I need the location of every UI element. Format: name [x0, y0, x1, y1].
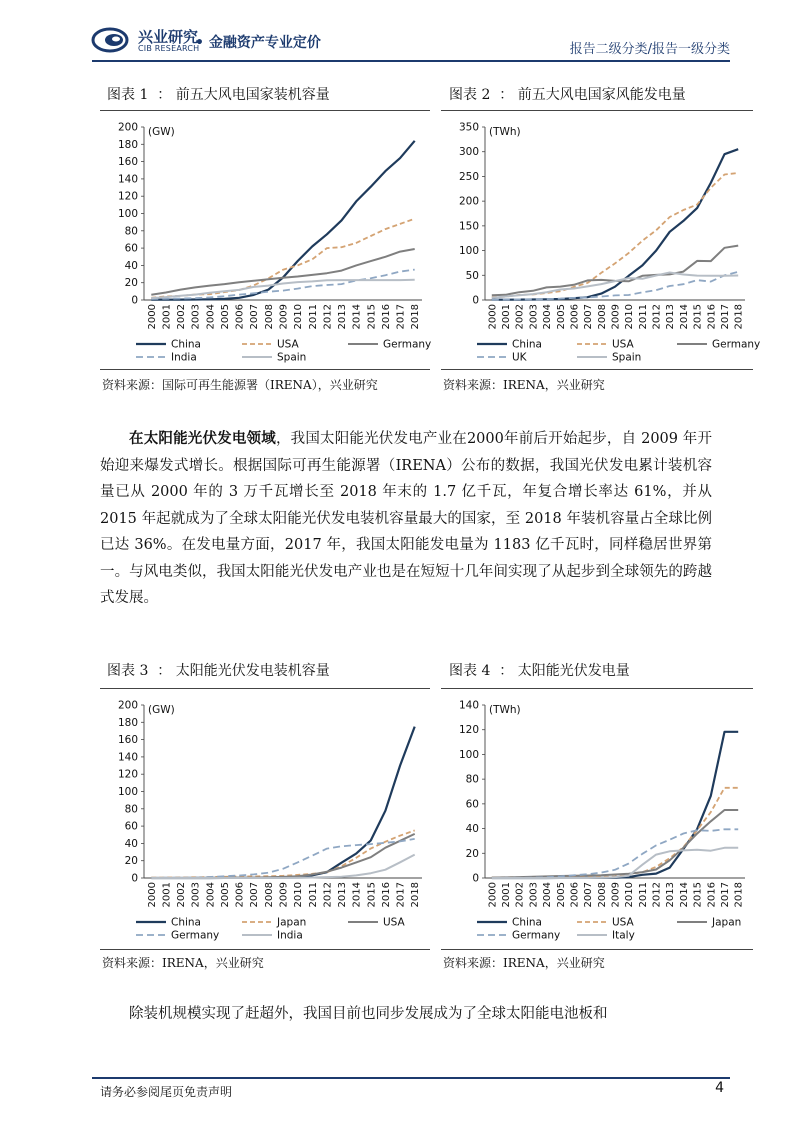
figure-label: 图表 4	[449, 663, 491, 679]
series-line-usa	[492, 173, 738, 297]
x-tick-label: 2016	[380, 304, 392, 330]
y-unit-label: (GW)	[148, 704, 175, 716]
x-tick-label: 2008	[263, 882, 275, 908]
x-tick-label: 2005	[555, 882, 567, 908]
x-tick-label: 2014	[351, 882, 363, 908]
figure-4-source: 资料来源：IRENA，兴业研究	[443, 956, 605, 970]
figure-caption: 前五大风电国家风能发电量	[517, 87, 686, 103]
x-tick-label: 2007	[583, 304, 595, 330]
x-tick-label: 2007	[249, 882, 261, 908]
x-tick-label: 2015	[692, 882, 704, 908]
x-tick-label: 2015	[366, 882, 378, 908]
figure-colon: ：	[499, 87, 514, 103]
y-tick-label: 250	[458, 170, 479, 183]
x-tick-label: 2009	[278, 882, 290, 908]
legend-label-japan: Japan	[712, 916, 742, 929]
legend-label-spain: Spain	[612, 351, 642, 364]
x-tick-label: 2002	[514, 882, 526, 908]
y-tick-label: 80	[124, 225, 138, 238]
y-unit-label: (TWh)	[489, 126, 521, 138]
legend-label-uk: UK	[512, 351, 527, 364]
figure-3-top-rule	[100, 688, 430, 689]
legend-label-spain: Spain	[277, 351, 307, 364]
figure-label: 图表 1	[107, 87, 149, 103]
y-tick-label: 60	[465, 798, 479, 811]
x-tick-label: 2016	[706, 304, 718, 330]
y-tick-label: 0	[472, 294, 479, 307]
figure-colon: ：	[499, 663, 514, 679]
figure-2-title	[449, 84, 686, 104]
y-unit-label: (GW)	[148, 126, 175, 138]
y-tick-label: 40	[124, 259, 138, 272]
x-tick-label: 2018	[410, 882, 422, 908]
y-tick-label: 300	[458, 146, 479, 159]
y-tick-label: 20	[465, 847, 479, 860]
figure-1-title	[107, 84, 330, 104]
y-tick-label: 60	[124, 242, 138, 255]
series-line-usa	[492, 788, 738, 878]
x-tick-label: 2005	[219, 304, 231, 330]
x-tick-label: 2009	[610, 882, 622, 908]
figure-1-chart	[100, 114, 430, 364]
x-tick-label: 2006	[569, 882, 581, 908]
x-tick-label: 2004	[205, 882, 217, 908]
y-tick-label: 120	[458, 724, 479, 737]
x-tick-label: 2013	[337, 882, 349, 908]
x-tick-label: 2017	[395, 882, 407, 908]
y-tick-label: 20	[124, 277, 138, 290]
legend-label-china: China	[171, 916, 201, 929]
x-tick-label: 2012	[651, 882, 663, 908]
x-tick-label: 2011	[637, 304, 649, 330]
y-tick-label: 200	[458, 195, 479, 208]
footer-rule	[92, 1077, 730, 1079]
x-tick-label: 2016	[706, 882, 718, 908]
figure-2-source: 资料来源：IRENA，兴业研究	[443, 378, 605, 392]
legend-label-usa: USA	[612, 338, 634, 351]
x-tick-label: 2017	[719, 882, 731, 908]
x-tick-label: 2009	[610, 304, 622, 330]
figure-caption: 前五大风电国家装机容量	[175, 87, 330, 103]
org-name-en: CIB RESEARCH	[138, 44, 200, 53]
y-tick-label: 140	[458, 699, 479, 712]
org-name-cn: 兴业研究	[138, 28, 199, 46]
y-tick-label: 160	[117, 156, 138, 169]
x-tick-label: 2004	[542, 304, 554, 330]
x-tick-label: 2018	[733, 304, 745, 330]
y-tick-label: 60	[124, 820, 138, 833]
legend-label-usa: USA	[612, 916, 634, 929]
series-line-germany	[151, 249, 414, 295]
cib-logo-icon	[92, 27, 132, 53]
series-line-italy	[492, 848, 738, 878]
figure-4-bottom-rule	[441, 949, 753, 950]
y-tick-label: 0	[131, 872, 138, 885]
y-tick-label: 100	[458, 748, 479, 761]
y-tick-label: 40	[124, 837, 138, 850]
legend-label-usa: USA	[277, 338, 299, 351]
paragraph-lead: 在太阳能光伏发电领域	[129, 430, 276, 447]
x-tick-label: 2008	[263, 304, 275, 330]
x-tick-label: 2010	[624, 304, 636, 330]
paragraph-text: ，我国太阳能光伏发电产业在2000年前后开始起步，自 2009 年开始迎来爆发式增长。根据国际可再生能源署（IRENA）公布的数据，我国光伏发电累计装机容量已从 2000 年的 3 万千瓦增长至 2018 年末的 1.7 亿千瓦，年复合增长率达 61%，并从 2015 年起就成为了全球太阳能光伏发电装机容量最大的国家，至 2018 年装机容量占全球比例已达 36%。在发电量方面，2017 年，我国太阳能发电量为 1183 亿千瓦时，同样稳居世界第一。与风电类似，我国太阳能光伏发电产业也是在短短十几年间实现了从起步到全球领先的跨越式发展。	[100, 431, 712, 606]
x-tick-label: 2013	[665, 882, 677, 908]
x-tick-label: 2001	[501, 304, 513, 330]
y-tick-label: 100	[458, 245, 479, 258]
legend-label-germany: Germany	[712, 338, 761, 351]
x-tick-label: 2009	[278, 304, 290, 330]
x-tick-label: 2016	[380, 882, 392, 908]
y-tick-label: 180	[117, 716, 138, 729]
x-tick-label: 2003	[528, 882, 540, 908]
x-tick-label: 2002	[176, 882, 188, 908]
x-tick-label: 2006	[234, 304, 246, 330]
figure-caption: 太阳能光伏发电装机容量	[175, 663, 330, 679]
series-line-india	[151, 855, 414, 878]
figure-3-chart	[100, 692, 430, 944]
legend-label-india: India	[171, 351, 197, 364]
y-tick-label: 100	[117, 786, 138, 798]
legend-label-china: China	[171, 338, 201, 351]
y-tick-label: 200	[117, 121, 138, 134]
legend-label-germany: Germany	[171, 929, 220, 942]
x-tick-label: 2010	[293, 882, 305, 908]
body-paragraph-2: 除装机规模实现了赶超外，我国目前也同步发展成为了全球太阳能电池板和	[129, 1006, 608, 1022]
figure-4-title	[449, 660, 630, 680]
figure-label: 图表 2	[449, 87, 491, 103]
x-tick-label: 2001	[161, 304, 173, 330]
x-tick-label: 2000	[487, 882, 499, 908]
y-tick-label: 100	[117, 208, 138, 220]
x-tick-label: 2000	[487, 304, 499, 330]
x-tick-label: 2012	[322, 882, 334, 908]
x-tick-label: 2017	[395, 304, 407, 330]
header-slogan: • 金融资产专业定价	[195, 35, 321, 51]
y-tick-label: 120	[117, 190, 138, 203]
figure-1-bottom-rule	[100, 369, 430, 370]
figure-2-top-rule	[441, 110, 753, 111]
y-tick-label: 20	[124, 855, 138, 868]
figure-3-bottom-rule	[100, 949, 430, 950]
x-tick-label: 2008	[596, 882, 608, 908]
figure-2-bottom-rule	[441, 369, 753, 370]
legend-label-japan: Japan	[277, 916, 307, 929]
x-tick-label: 2007	[249, 304, 261, 330]
figure-1-source: 资料来源：国际可再生能源署（IRENA），兴业研究	[102, 378, 378, 392]
x-tick-label: 2005	[219, 882, 231, 908]
x-tick-label: 2013	[665, 304, 677, 330]
figure-colon: ：	[157, 663, 172, 679]
legend-label-italy: Italy	[612, 929, 635, 942]
y-tick-label: 180	[117, 138, 138, 151]
x-tick-label: 2015	[366, 304, 378, 330]
series-line-spain	[492, 273, 738, 298]
x-tick-label: 2007	[583, 882, 595, 908]
y-tick-label: 80	[124, 803, 138, 816]
y-tick-label: 200	[117, 699, 138, 712]
y-tick-label: 50	[465, 269, 479, 282]
y-tick-label: 120	[117, 768, 138, 781]
x-tick-label: 2018	[733, 882, 745, 908]
figure-4-top-rule	[441, 688, 753, 689]
x-tick-label: 2003	[190, 882, 202, 908]
figure-3-source: 资料来源：IRENA，兴业研究	[102, 956, 264, 970]
y-unit-label: (TWh)	[489, 704, 521, 716]
x-tick-label: 2004	[205, 304, 217, 330]
legend-label-china: China	[512, 916, 542, 929]
figure-label: 图表 3	[107, 663, 149, 679]
x-tick-label: 2003	[528, 304, 540, 330]
x-tick-label: 2008	[596, 304, 608, 330]
y-tick-label: 140	[117, 751, 138, 764]
x-tick-label: 2013	[337, 304, 349, 330]
x-tick-label: 2012	[322, 304, 334, 330]
series-line-germany	[492, 829, 738, 878]
figure-caption: 太阳能光伏发电量	[517, 663, 630, 679]
figure-2-chart	[441, 114, 761, 364]
x-tick-label: 2010	[624, 882, 636, 908]
figure-colon: ：	[157, 87, 172, 103]
x-tick-label: 2011	[307, 882, 319, 908]
legend-label-india: India	[277, 929, 303, 942]
report-category: 报告二级分类/报告一级分类	[569, 42, 730, 57]
x-tick-label: 2005	[555, 304, 567, 330]
figure-4-chart	[441, 692, 753, 944]
x-tick-label: 2018	[410, 304, 422, 330]
series-line-usa	[151, 219, 414, 298]
series-line-china	[151, 141, 414, 300]
series-line-china	[492, 149, 738, 300]
y-tick-label: 80	[465, 773, 479, 786]
x-tick-label: 2002	[514, 304, 526, 330]
y-tick-label: 150	[458, 220, 479, 233]
x-tick-label: 2011	[307, 304, 319, 330]
x-tick-label: 2012	[651, 304, 663, 330]
legend-label-germany: Germany	[512, 929, 561, 942]
footer-disclaimer: 请务必参阅尾页免责声明	[100, 1085, 233, 1099]
x-tick-label: 2004	[542, 882, 554, 908]
y-tick-label: 160	[117, 734, 138, 747]
legend-label-germany: Germany	[383, 338, 432, 351]
x-tick-label: 2014	[678, 882, 690, 908]
x-tick-label: 2000	[146, 882, 158, 908]
legend-label-china: China	[512, 338, 542, 351]
x-tick-label: 2006	[234, 882, 246, 908]
series-line-china	[492, 732, 738, 878]
y-tick-label: 40	[465, 823, 479, 836]
x-tick-label: 2000	[146, 304, 158, 330]
y-tick-label: 350	[458, 121, 479, 134]
x-tick-label: 2001	[501, 882, 513, 908]
x-tick-label: 2015	[692, 304, 704, 330]
x-tick-label: 2014	[678, 304, 690, 330]
body-paragraph-1	[100, 426, 712, 612]
x-tick-label: 2017	[719, 304, 731, 330]
y-tick-label: 0	[472, 872, 479, 885]
x-tick-label: 2010	[293, 304, 305, 330]
figure-1-top-rule	[100, 110, 430, 111]
x-tick-label: 2001	[161, 882, 173, 908]
y-tick-label: 140	[117, 173, 138, 186]
page-number: 4	[715, 1080, 724, 1096]
x-tick-label: 2011	[637, 882, 649, 908]
y-tick-label: 0	[131, 294, 138, 307]
figure-3-title	[107, 660, 330, 680]
header-rule	[92, 60, 730, 62]
x-tick-label: 2014	[351, 304, 363, 330]
x-tick-label: 2003	[190, 304, 202, 330]
legend-label-usa: USA	[383, 916, 405, 929]
x-tick-label: 2006	[569, 304, 581, 330]
x-tick-label: 2002	[176, 304, 188, 330]
